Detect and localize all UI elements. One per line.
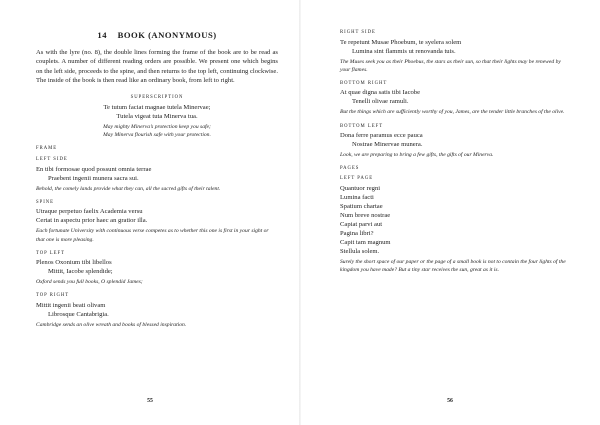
latin-line: Te repetunt Musae Phoebum, te syelera solem xyxy=(340,38,462,46)
latin-line: Mittit ingenii beati olivam xyxy=(36,301,106,309)
superscription-latin xyxy=(36,103,278,121)
section-latin xyxy=(36,207,278,225)
section-label: TOP LEFT xyxy=(36,250,65,256)
latin-line: Capit tam magnum xyxy=(340,238,391,246)
section-top-right xyxy=(36,293,278,329)
section-left-side xyxy=(36,157,278,193)
latin-line: Stellula solem. xyxy=(340,247,380,255)
section-latin xyxy=(36,165,278,183)
section-translation: Oxford sends you full books, O splendid James; xyxy=(36,279,143,286)
latin-line: Lumina sint flammis ut renovanda tuis. xyxy=(352,47,456,55)
latin-line: Plenos Oxonium tibi libellos xyxy=(36,259,112,267)
pages-label: PAGES xyxy=(340,166,360,172)
section-translation: Each fortunate University with continuous verse competes as to whether this one is first in your sight or that one is more pleasing. xyxy=(36,228,269,243)
section-spine xyxy=(36,200,278,244)
section-label: BOTTOM RIGHT xyxy=(340,80,388,86)
section-right-side xyxy=(340,30,570,74)
latin-line: Te tutum faciat magnae tutela Minervae; xyxy=(103,103,211,111)
page-number-left: 55 xyxy=(147,398,153,404)
section-translation: But the things which are sufficiently worthy of you, James, are the tender little branches of the olive. xyxy=(340,109,565,116)
latin-line: En tibi formosae quod possunt omnia terrae xyxy=(36,165,152,173)
superscription-label: SUPERSCRIPTION xyxy=(130,95,184,101)
latin-line: Mittit, Iacobe splendide; xyxy=(48,268,113,276)
latin-line: Certat in aspectu prior haec an gratior illa. xyxy=(36,217,148,225)
latin-line: At quae digna satis tibi Iacobe xyxy=(340,89,421,97)
page-heading xyxy=(36,30,278,40)
section-label: TOP RIGHT xyxy=(36,293,70,299)
section-label: BOTTOM LEFT xyxy=(340,123,384,129)
superscription-translation xyxy=(36,123,278,139)
right-page xyxy=(300,0,600,425)
latin-line: Spatium chartae xyxy=(340,202,383,210)
frame-label: FRAME xyxy=(36,146,58,152)
section-label: LEFT SIDE xyxy=(36,157,68,163)
section-translation: Surely the short space of our paper or the page of a small book is not to contain the four lights of the kingdom you have made? But a tiny star receives the sun, great as it is. xyxy=(340,258,566,274)
latin-line: Capiat parvi aut xyxy=(340,220,383,228)
latin-line: Num breve nostrae xyxy=(340,211,391,219)
latin-line: Tutela vigeat tuta Minerva tua. xyxy=(116,112,198,120)
section-label: RIGHT SIDE xyxy=(340,30,376,35)
section-latin xyxy=(36,258,278,276)
latin-line: Praebent ingenii munera sacra sui. xyxy=(48,174,139,182)
section-bottom-left xyxy=(340,124,570,160)
section-bottom-right xyxy=(340,81,570,117)
section-latin xyxy=(36,301,278,319)
section-top-left xyxy=(36,251,278,287)
latin-line: Dona ferre paramus ecce pauca xyxy=(340,132,423,140)
section-translation: Look, we are preparing to bring a few gifts, the gifts of our Minerva. xyxy=(340,152,494,159)
heading-title: BOOK (ANONYMOUS) xyxy=(117,30,217,40)
section-latin xyxy=(340,88,570,106)
latin-line: Lumina facti xyxy=(340,193,374,201)
section-translation: Behold, the comely lands provide what they can, all the sacred gifts of their talent. xyxy=(36,185,221,192)
section-label: SPINE xyxy=(36,199,55,205)
superscription-block xyxy=(36,95,278,139)
heading-number: 14 xyxy=(97,30,107,40)
section-translation: The Muses seek you as their Phoebus, the stars as their sun, so that their lights may be renewed by your flames. xyxy=(340,58,561,73)
section-label: LEFT PAGE xyxy=(340,176,374,182)
latin-line: Nostrae Minervae munera. xyxy=(352,141,423,149)
section-left-page xyxy=(340,176,570,274)
intro-paragraph: As with the lyre (no. 8), the double lines forming the frame of the book are to be read as couplets. A number of different reading orders are possible. We present one which begins on the left side, proceeds to the spine, and then returns to the top left, continuing clockwise. The inside of the book is then read like an ordinary book, from left to right. xyxy=(36,49,278,84)
page-number-right: 56 xyxy=(447,398,453,404)
latin-line: Pagina libri? xyxy=(340,229,374,237)
latin-line: Tenelli olivae ramuli. xyxy=(352,98,409,106)
latin-line: Quantuor regni xyxy=(340,184,381,192)
section-latin xyxy=(340,38,570,56)
translation-line: May mighty Minerva’s protection keep you safe; xyxy=(103,123,211,130)
latin-line: Librosque Cantabrigia. xyxy=(48,310,109,318)
section-latin xyxy=(340,131,570,149)
section-latin xyxy=(340,184,570,256)
translation-line: May Minerva flourish safe with your protection. xyxy=(103,131,211,138)
latin-line: Utraque perpetuo faelix Academia versu xyxy=(36,208,143,216)
section-translation: Cambridge sends an olive wreath and books of blessed inspiration. xyxy=(36,321,187,328)
